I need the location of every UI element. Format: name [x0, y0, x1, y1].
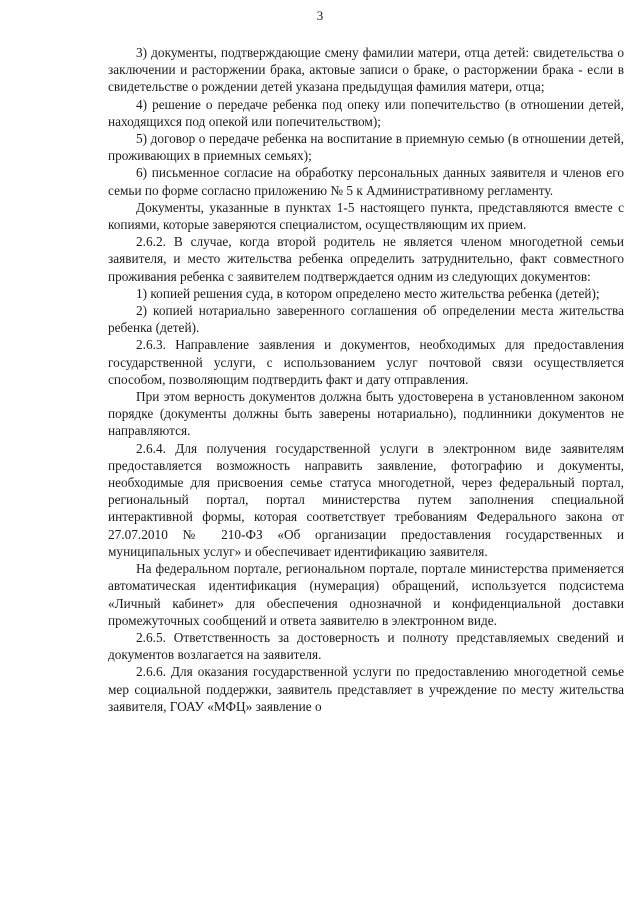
document-body	[108, 44, 624, 715]
paragraph-documents-copies: Документы, указанные в пунктах 1-5 настоящего пункта, представляются вместе с копиями, которые заверяются специалистом, осуществляющим их прием.	[108, 199, 624, 233]
paragraph-item-6-consent: 6) письменное согласие на обработку персональных данных заявителя и членов его семьи по форме согласно приложению № 5 к Административному регламенту.	[108, 165, 624, 198]
paragraph-section-2-6-6: 2.6.6. Для оказания государственной услуги по предоставлению многодетной семье мер социальной поддержки, заявитель представляет в учреждение по месту жительства заявителя, ГОАУ «МФЦ» заявление о	[108, 664, 624, 714]
paragraph-section-2-6-2: 2.6.2. В случае, когда второй родитель не является членом многодетной семьи заявителя, и место жительства ребенка определить затруднительно, факт совместного проживания ребенка с заявителем подтверждается одним из следующих документов:	[108, 234, 624, 284]
page-number: 3	[316, 8, 324, 23]
paragraph-item-3-documents: 3) документы, подтверждающие смену фамилии матери, отца детей: свидетельства о заключении и расторжении брака, актовые записи о браке, о расторжении брака - если в свидетельстве о рождении детей указана предыдущая фамилия матери, отца;	[108, 45, 624, 95]
paragraph-section-2-6-4: 2.6.4. Для получения государственной услуги в электронном виде заявителям предоставляется возможность направить заявление, фотографию и документы, необходимые для присвоения семье статуса многодетной, через федеральный портал, региональный портал, портал министерства путем заполнения специальной интерактивной формы, которая соответствует требованиям Федерального закона от 27.07.2010 № 210-ФЗ «Об организации предоставления государственных и муниципальных услуг» и обеспечивает идентификацию заявителя.	[108, 440, 624, 559]
paragraph-notarized-agreement: 2) копией нотариально заверенного соглашения об определении места жительства ребенка (детей).	[108, 303, 624, 336]
paragraph-portal-identification: На федеральном портале, региональном портале, портале министерства применяется автоматическая идентификация (нумерация) обращений, используется подсистема «Личный кабинет» для обеспечения однозначной и конфиденциальной доставки промежуточных сообщений и ответа заявителю в электронном виде.	[108, 561, 624, 628]
paragraph-section-2-6-5: 2.6.5. Ответственность за достоверность и полноту представляемых сведений и документов возлагается на заявителя.	[108, 629, 624, 663]
paragraph-item-5-foster-family: 5) договор о передаче ребенка на воспитание в приемную семью (в отношении детей, проживающих в приемных семьях);	[108, 131, 624, 164]
paragraph-item-4-guardianship: 4) решение о передаче ребенка под опеку или попечительство (в отношении детей, находящихся под опекой или попечительством);	[108, 96, 624, 129]
paragraph-notarization: При этом верность документов должна быть удостоверена в установленном законом порядке (документы должны быть заверены нотариально), подлинники документов не направляются.	[108, 389, 624, 439]
paragraph-court-decision: 1) копией решения суда, в котором определено место жительства ребенка (детей);	[136, 285, 600, 301]
paragraph-section-2-6-3: 2.6.3. Направление заявления и документов, необходимых для предоставления государственной услуги, с использованием услуг почтовой связи осуществляется способом, позволяющим подтвердить факт и дату отправления.	[108, 337, 624, 387]
